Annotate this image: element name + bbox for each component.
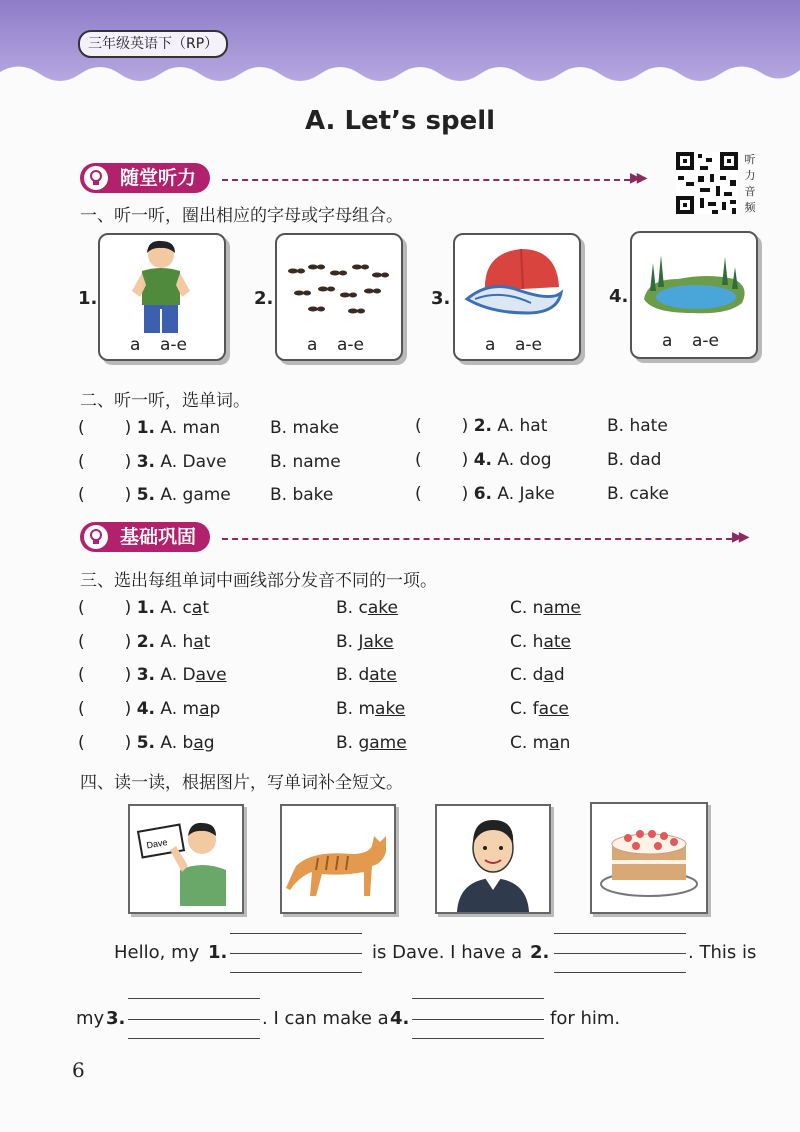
answer-paren-close: )	[461, 416, 469, 436]
cap-icon	[461, 243, 573, 323]
list-item	[415, 484, 669, 504]
writing-line	[128, 998, 260, 999]
list-item	[78, 485, 334, 505]
picture-card	[275, 233, 403, 361]
item-number: 1.	[78, 288, 98, 309]
sentence-text: for him.	[550, 1008, 621, 1029]
answer-paren-close: )	[461, 450, 469, 470]
sentence-text: my	[76, 1008, 105, 1029]
dashed-divider	[222, 538, 732, 540]
option-a: A. cat	[160, 598, 209, 618]
sign-text: Dave	[145, 837, 169, 851]
answer-paren-open[interactable]: (	[78, 733, 85, 753]
answer-paren-close: )	[124, 632, 132, 652]
item-number: 3.	[136, 665, 155, 685]
list-item	[78, 452, 341, 472]
option-c: C. face	[510, 699, 569, 719]
answer-blank-3[interactable]	[128, 1019, 260, 1020]
answer-paren-close: )	[124, 485, 132, 505]
answer-paren-open[interactable]: (	[78, 665, 85, 685]
writing-line	[230, 933, 362, 934]
option-c: C. dad	[510, 665, 565, 685]
writing-line	[554, 972, 686, 973]
sentence-text: . I can make a	[262, 1008, 389, 1029]
option-a: A. Dave	[160, 452, 227, 472]
answer-paren-close: )	[124, 598, 132, 618]
option-b: B. Jake	[336, 632, 394, 652]
option-b: B. dad	[607, 450, 662, 470]
blank-number: 2.	[530, 942, 550, 963]
picture-card	[98, 233, 226, 361]
item-number: 6.	[473, 484, 492, 504]
option-a: A. hat	[160, 632, 211, 652]
answer-blank-2[interactable]	[554, 953, 686, 954]
option-a[interactable]: a	[662, 331, 673, 351]
answer-paren-open[interactable]: (	[78, 452, 85, 472]
option-a-e[interactable]: a-e	[337, 335, 365, 355]
section-badge-label: 随堂听力	[120, 167, 197, 189]
option-c: C. man	[510, 733, 571, 753]
blank-number: 4.	[390, 1008, 410, 1029]
option-a: A. Dave	[160, 665, 227, 685]
double-arrow-icon: ▶▶	[630, 170, 644, 186]
option-a[interactable]: a	[307, 335, 318, 355]
section-badge-label: 基础巩固	[120, 526, 197, 548]
answer-paren-open[interactable]: (	[78, 598, 85, 618]
answer-blank-4[interactable]	[412, 1019, 544, 1020]
answer-paren-open[interactable]: (	[415, 450, 422, 470]
option-b: B. name	[270, 452, 341, 472]
writing-line	[412, 998, 544, 999]
qr-audio-label: 听力音频	[744, 153, 756, 214]
answer-blank-1[interactable]	[230, 953, 362, 954]
item-number: 1.	[136, 418, 155, 438]
blank-number: 1.	[208, 942, 228, 963]
item-number: 5.	[136, 733, 155, 753]
picture-card	[630, 231, 758, 359]
option-a: A. bag	[160, 733, 215, 753]
item-number: 4.	[136, 699, 155, 719]
section-badge-listening	[80, 163, 210, 193]
item-number: 2.	[136, 632, 155, 652]
option-a-e[interactable]: a-e	[515, 335, 543, 355]
option-a: A. man	[160, 418, 221, 438]
list-item	[415, 450, 662, 470]
option-a[interactable]: a	[485, 335, 496, 355]
ants-icon	[283, 253, 395, 317]
list-item	[78, 598, 698, 622]
item-number: 3.	[431, 288, 451, 309]
option-a-e[interactable]: a-e	[160, 335, 188, 355]
item-number: 2.	[254, 288, 274, 309]
option-c: C. hate	[510, 632, 571, 652]
option-b: B. game	[336, 733, 407, 753]
item-number: 4.	[473, 450, 492, 470]
answer-paren-open[interactable]: (	[78, 632, 85, 652]
list-item	[78, 632, 698, 656]
picture-card	[453, 233, 581, 361]
sentence-text: Hello, my	[114, 942, 200, 963]
answer-paren-close: )	[124, 418, 132, 438]
lightbulb-icon	[84, 166, 108, 190]
item-number: 4.	[609, 286, 629, 307]
picture-card	[280, 804, 396, 914]
boy-icon	[128, 239, 194, 335]
option-b: B. bake	[270, 485, 334, 505]
answer-paren-open[interactable]: (	[415, 484, 422, 504]
list-item	[415, 416, 668, 436]
answer-paren-close: )	[124, 452, 132, 472]
book-label: 三年级英语下（RP）	[78, 30, 228, 58]
section-badge-basics	[80, 522, 210, 552]
page-title: A. Let’s spell	[304, 106, 496, 136]
double-arrow-icon: ▶▶	[732, 529, 746, 545]
list-item	[78, 699, 698, 723]
answer-paren-close: )	[124, 665, 132, 685]
writing-line	[554, 933, 686, 934]
picture-card	[435, 804, 551, 914]
option-a: A. Jake	[497, 484, 555, 504]
option-b: B. cake	[336, 598, 398, 618]
cat-icon	[282, 806, 394, 912]
option-c: C. name	[510, 598, 581, 618]
question-1-title: 一、听一听，圈出相应的字母或字母组合。	[80, 206, 403, 226]
list-item	[78, 665, 698, 689]
page-number: 6	[72, 1058, 85, 1082]
picture-card	[590, 802, 708, 914]
answer-paren-open[interactable]: (	[78, 699, 85, 719]
qr-code-icon[interactable]	[676, 152, 738, 214]
man-icon	[437, 806, 549, 912]
sentence-text: is Dave. I have a	[372, 942, 523, 963]
boy-with-sign-icon	[130, 806, 242, 912]
question-2-title: 二、听一听，选单词。	[80, 391, 250, 411]
list-item	[78, 418, 340, 438]
writing-line	[412, 1038, 544, 1039]
question-4-title: 四、读一读，根据图片，写单词补全短文。	[80, 773, 403, 793]
answer-paren-close: )	[461, 484, 469, 504]
option-b: B. cake	[607, 484, 669, 504]
writing-line	[128, 1038, 260, 1039]
question-3-title: 三、选出每组单词中画线部分发音不同的一项。	[80, 571, 437, 591]
option-b: B. hate	[607, 416, 668, 436]
option-b: B. date	[336, 665, 397, 685]
item-number: 5.	[136, 485, 155, 505]
writing-line	[230, 972, 362, 973]
answer-paren-open[interactable]: (	[415, 416, 422, 436]
sentence-text: . This is	[688, 942, 757, 963]
item-number: 1.	[136, 598, 155, 618]
option-a[interactable]: a	[130, 335, 141, 355]
cake-icon	[592, 804, 706, 912]
option-a: A. map	[160, 699, 221, 719]
answer-paren-close: )	[124, 699, 132, 719]
option-a: A. game	[160, 485, 231, 505]
option-b: B. make	[336, 699, 406, 719]
answer-paren-open[interactable]: (	[78, 485, 85, 505]
dashed-divider	[222, 179, 630, 181]
item-number: 2.	[473, 416, 492, 436]
item-number: 3.	[136, 452, 155, 472]
lightbulb-icon	[84, 525, 108, 549]
option-a-e[interactable]: a-e	[692, 331, 720, 351]
option-b: B. make	[270, 418, 340, 438]
lake-icon	[638, 243, 750, 323]
list-item	[78, 733, 698, 757]
blank-number: 3.	[106, 1008, 126, 1029]
option-a: A. dog	[497, 450, 552, 470]
option-a: A. hat	[497, 416, 548, 436]
answer-paren-open[interactable]: (	[78, 418, 85, 438]
answer-paren-close: )	[124, 733, 132, 753]
picture-card	[128, 804, 244, 914]
